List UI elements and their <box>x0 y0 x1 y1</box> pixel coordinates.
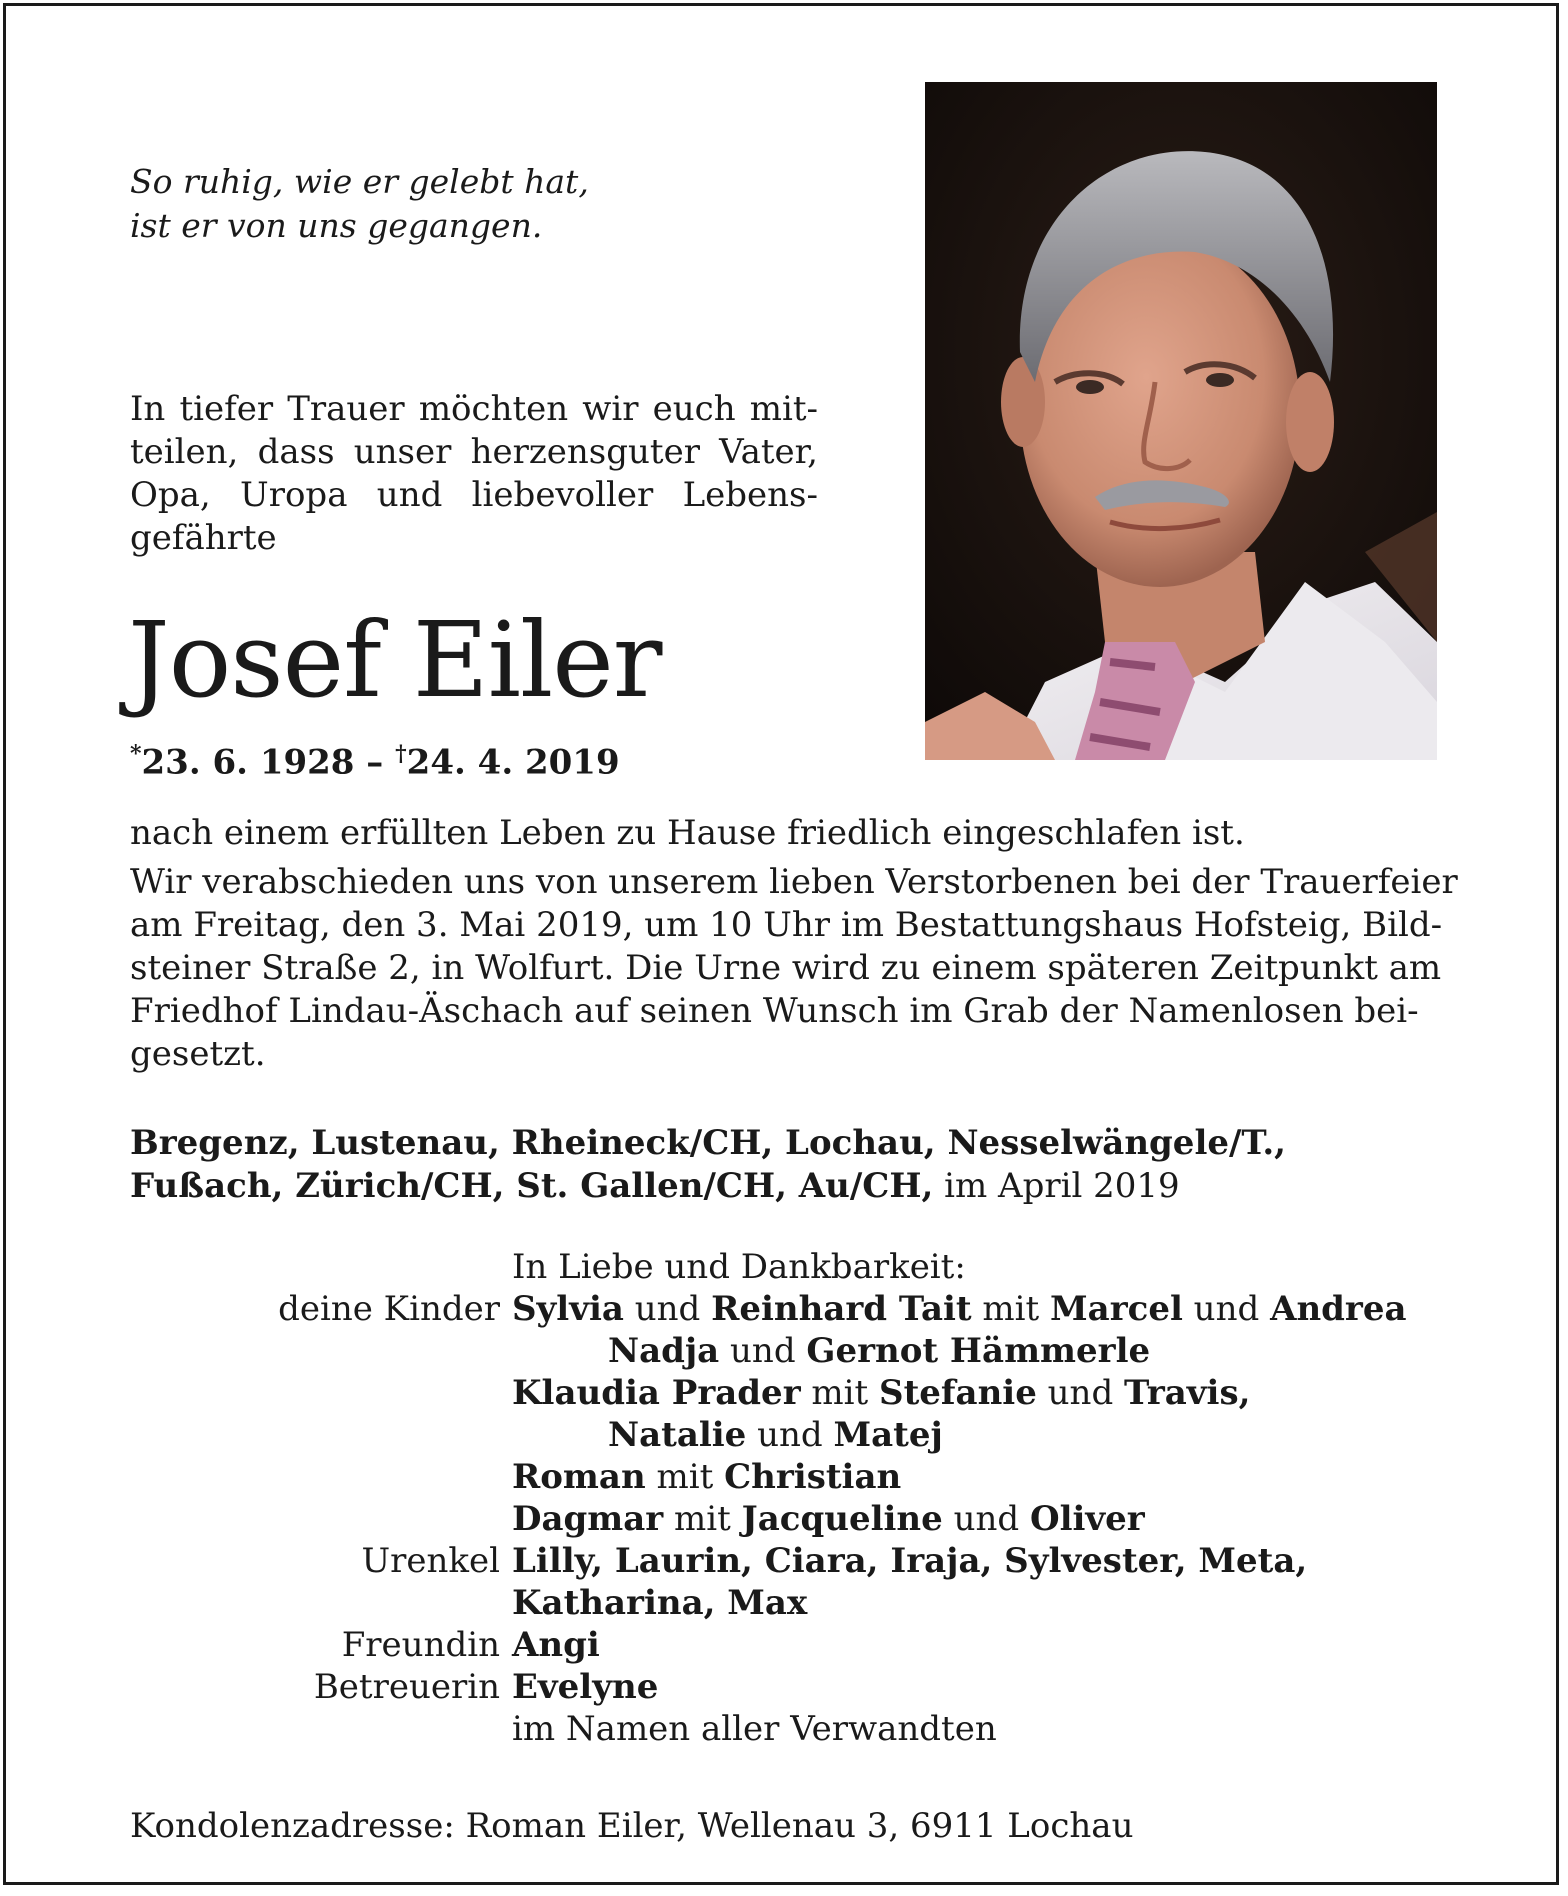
family-name: Gernot Hämmerle <box>806 1331 1151 1371</box>
family-name: Matej <box>833 1415 943 1455</box>
connector: und <box>1182 1289 1271 1329</box>
names-row <box>512 1330 1568 1372</box>
family-name: Oliver <box>1029 1499 1145 1539</box>
places-bold: Fußach, Zürich/CH, St. Gallen/CH, Au/CH, <box>130 1166 934 1206</box>
relation-label: Freundin <box>341 1625 500 1665</box>
family-row <box>0 1582 1568 1624</box>
family-name: Reinhard Tait <box>711 1289 972 1329</box>
family-name: Dagmar <box>512 1499 664 1539</box>
greeting: In Liebe und Dankbarkeit: <box>512 1247 966 1287</box>
condolence-address: Kondolenzadresse: Roman Eiler, Wellenau 3, 6911 Lochau <box>130 1806 1134 1846</box>
body-line: gesetzt. <box>130 1034 266 1074</box>
death-symbol: † <box>395 741 407 767</box>
connector: und <box>746 1415 834 1455</box>
family-name: Andrea <box>1270 1289 1407 1329</box>
names-row <box>512 1666 1568 1708</box>
connector: mit <box>645 1457 725 1497</box>
family-row <box>0 1540 1568 1582</box>
names-row <box>512 1456 1568 1498</box>
names-row <box>512 1582 1568 1624</box>
family-row <box>0 1666 1568 1708</box>
relation-label: deine Kinder <box>278 1289 500 1329</box>
body-line: Friedhof Lindau-Äschach auf seinen Wunsch im Grab der Namenlosen bei- <box>130 991 1419 1031</box>
family-name: Klaudia Prader <box>512 1373 801 1413</box>
relation-label: Urenkel <box>361 1541 500 1581</box>
connector: und <box>942 1499 1030 1539</box>
family-name: Sylvia <box>512 1289 624 1329</box>
family-name: Roman <box>512 1457 646 1497</box>
connector: und <box>719 1331 807 1371</box>
relation-label <box>0 1582 512 1624</box>
names-row <box>512 1372 1568 1414</box>
place-date: im April 2019 <box>933 1166 1180 1206</box>
family-name: Natalie <box>608 1415 747 1455</box>
connector: mit <box>663 1499 742 1539</box>
connector: und <box>623 1289 712 1329</box>
birth-symbol: * <box>130 741 142 767</box>
names-row <box>512 1624 1568 1666</box>
relation-label: Betreuerin <box>313 1667 500 1707</box>
relation-label <box>0 1330 512 1372</box>
family-name: Jacqueline <box>741 1499 943 1539</box>
places-and-date <box>130 1122 1286 1208</box>
relation-label <box>0 1414 512 1456</box>
body-line: steiner Straße 2, in Wolfurt. Die Urne wird zu einem späteren Zeitpunkt am <box>130 948 1442 988</box>
family-row <box>0 1288 1568 1330</box>
intro-line: teilen, dass unser herzensguter Vater, <box>130 432 818 472</box>
places-bold: Bregenz, Lustenau, Rheineck/CH, Lochau, Nesselwängele/T., <box>130 1123 1286 1163</box>
family-row <box>0 1372 1568 1414</box>
family-row <box>0 1456 1568 1498</box>
body-line: nach einem erfüllten Leben zu Hause friedlich eingeschlafen ist. <box>130 813 1245 853</box>
family-name: Lilly, Laurin, Ciara, Iraja, Sylvester, Meta, <box>512 1541 1308 1581</box>
places-line <box>130 1165 1286 1208</box>
body-paragraph <box>130 812 1458 1076</box>
portrait-photo <box>925 82 1437 760</box>
relation-label <box>0 1372 512 1414</box>
motto-line: ist er von uns gegangen. <box>130 206 543 245</box>
connector: mit <box>800 1373 880 1413</box>
closing-line: im Namen aller Verwandten <box>512 1709 997 1749</box>
intro-line: gefährte <box>130 518 277 558</box>
portrait-illustration <box>925 82 1437 760</box>
family-row <box>0 1498 1568 1540</box>
relation-label <box>0 1498 512 1540</box>
family-name: Christian <box>724 1457 902 1497</box>
connector: mit <box>971 1289 1051 1329</box>
body-line: am Freitag, den 3. Mai 2019, um 10 Uhr im Bestattungshaus Hofsteig, Bild- <box>130 905 1443 945</box>
relation-label <box>0 1456 512 1498</box>
motto <box>130 160 589 248</box>
places-line <box>130 1122 1286 1165</box>
names-row <box>512 1540 1568 1582</box>
family-row <box>0 1624 1568 1666</box>
date-separator: – <box>354 742 396 783</box>
names-row <box>512 1414 1568 1456</box>
relation-label <box>0 1246 512 1288</box>
motto-line: So ruhig, wie er gelebt hat, <box>130 162 589 201</box>
deceased-name: Josef Eiler <box>128 599 662 721</box>
birth-date: 23. 6. 1928 <box>141 742 355 783</box>
life-dates <box>130 732 620 784</box>
family-row <box>0 1414 1568 1456</box>
family-name: Marcel <box>1050 1289 1183 1329</box>
family-name: Evelyne <box>512 1667 659 1707</box>
names-row <box>512 1498 1568 1540</box>
connector: und <box>1036 1373 1125 1413</box>
relation-label <box>0 1708 512 1750</box>
family-row <box>0 1330 1568 1372</box>
death-date: 24. 4. 2019 <box>406 742 620 783</box>
intro-line: Opa, Uropa und liebevoller Lebens- <box>130 475 818 515</box>
intro-line: In tiefer Trauer möchten wir euch mit- <box>130 389 818 429</box>
family-name: Nadja <box>608 1331 720 1371</box>
family-name: Angi <box>512 1625 600 1665</box>
family-name: Katharina, Max <box>512 1583 808 1623</box>
family-row <box>0 1246 1568 1288</box>
body-line: Wir verabschieden uns von unserem lieben Verstorbenen bei der Trauerfeier <box>130 862 1458 902</box>
intro-paragraph <box>130 388 818 560</box>
family-row <box>0 1708 1568 1750</box>
family-name: Travis, <box>1124 1373 1251 1413</box>
family-list <box>0 1246 1568 1750</box>
family-name: Stefanie <box>879 1373 1037 1413</box>
names-row <box>512 1288 1568 1330</box>
